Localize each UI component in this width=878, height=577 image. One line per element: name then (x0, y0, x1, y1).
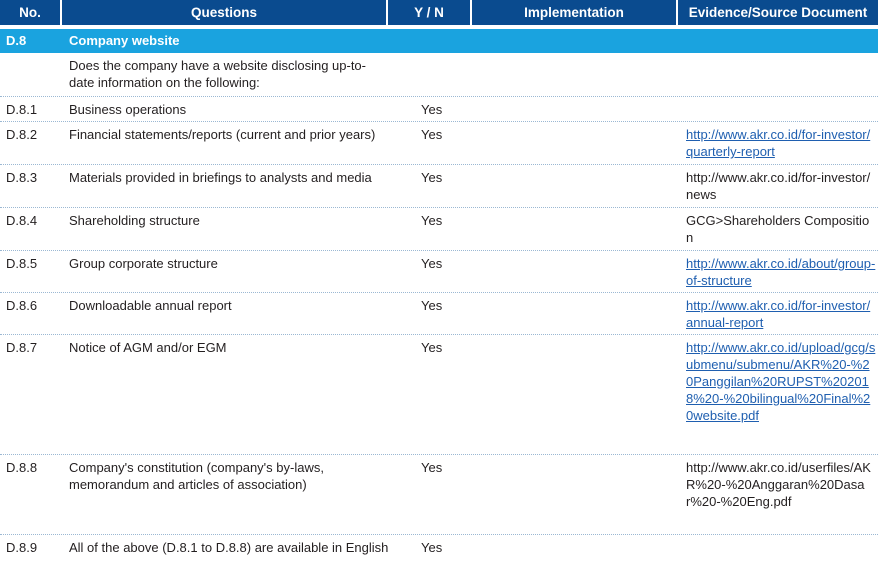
row-number: D.8.3 (6, 170, 38, 185)
row-answer: Yes (421, 340, 443, 355)
table-header (0, 0, 878, 25)
row-answer: Yes (421, 127, 443, 142)
table-row (0, 251, 878, 293)
intro-question: Does the company have a website disclosing up-to-date information on the following: (69, 58, 366, 90)
row-question: Shareholding structure (69, 213, 200, 228)
row-answer: Yes (421, 102, 443, 117)
evidence-link[interactable]: http://www.akr.co.id/for-investor/quarterly-report (686, 127, 871, 159)
row-answer: Yes (421, 298, 443, 313)
header-yn: Y / N (388, 0, 472, 25)
table-row (0, 455, 878, 535)
row-number: D.8.9 (6, 540, 38, 555)
row-question: Business operations (69, 102, 187, 117)
header-evidence: Evidence/Source Document (678, 0, 878, 25)
evidence-text: http://www.akr.co.id/for-investor/news (686, 170, 871, 202)
section-row (0, 29, 878, 53)
row-answer: Yes (421, 213, 443, 228)
row-number: D.8.2 (6, 127, 38, 142)
header-implementation: Implementation (472, 0, 678, 25)
row-number: D.8.1 (6, 102, 38, 117)
table-row (0, 97, 878, 122)
table-row (0, 208, 878, 251)
row-answer: Yes (421, 256, 443, 271)
header-questions: Questions (62, 0, 388, 25)
row-question: All of the above (D.8.1 to D.8.8) are available in English (69, 540, 389, 555)
table-row (0, 293, 878, 335)
evidence-link[interactable]: http://www.akr.co.id/for-investor/annual-report (686, 298, 871, 330)
row-number: D.8.6 (6, 298, 38, 313)
table-row (0, 165, 878, 208)
row-question: Financial statements/reports (current and prior years) (69, 127, 376, 142)
row-number: D.8.4 (6, 213, 38, 228)
evidence-text: http://www.akr.co.id/userfiles/AKR%20-%20Anggaran%20Dasar%20-%20Eng.pdf (686, 460, 871, 509)
table-row (0, 335, 878, 455)
row-question: Notice of AGM and/or EGM (69, 340, 227, 355)
row-question: Group corporate structure (69, 256, 218, 271)
row-number: D.8.8 (6, 460, 38, 475)
evidence-link[interactable]: http://www.akr.co.id/about/group-of-structure (686, 256, 876, 288)
evidence-link[interactable]: http://www.akr.co.id/upload/gcg/submenu/submenu/AKR%20-%20Panggilan%20RUPST%202018%20-%20bilingual%20Final%20website.pdf (686, 340, 876, 423)
intro-row (0, 53, 878, 97)
row-answer: Yes (421, 540, 443, 555)
row-question: Downloadable annual report (69, 298, 232, 313)
evidence-text: GCG>Shareholders Composition (686, 213, 870, 245)
row-question: Materials provided in briefings to analysts and media (69, 170, 372, 185)
row-question: Company's constitution (company's by-laws, memorandum and articles of association) (69, 460, 324, 492)
row-answer: Yes (421, 460, 443, 475)
row-number: D.8.7 (6, 340, 38, 355)
row-number: D.8.5 (6, 256, 38, 271)
table-row (0, 535, 878, 577)
section-title: Company website (69, 33, 180, 48)
table-row (0, 122, 878, 165)
header-no: No. (0, 0, 62, 25)
section-number: D.8 (6, 33, 27, 48)
row-answer: Yes (421, 170, 443, 185)
